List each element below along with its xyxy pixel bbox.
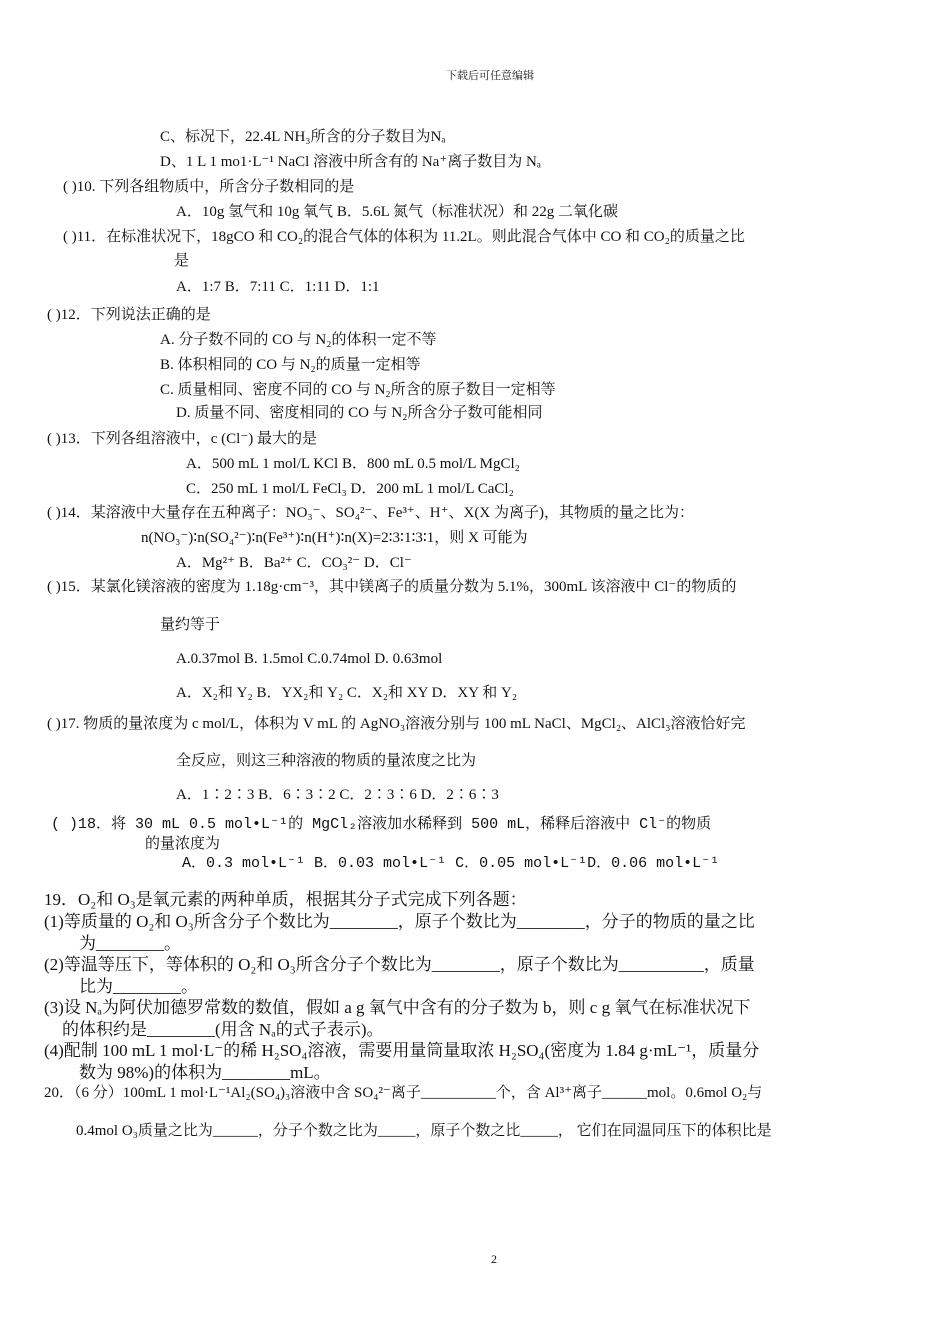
q19-part1: (1)等质量的 O₂和 O₃所含分子个数比为________，原子个数比为________，分子的物质的量之比: [44, 912, 755, 931]
q17-stem-cont: 全反应，则这三种溶液的物质的量浓度之比为: [176, 753, 477, 769]
q19-part2-cont: 比为________。: [79, 977, 198, 996]
q12-option-c: C. 质量相同、密度不同的 CO 与 N₂所含的原子数目一定相等: [160, 382, 556, 398]
q19-part4: (4)配制 100 mL 1 mol·L⁻的稀 H₂SO₄溶液，需要用量筒量取浓 H₂SO₄(密度为 1.84 g·mL⁻¹，质量分: [44, 1041, 760, 1060]
q11-options: A．1:7 B．7:11 C．1:11 D．1:1: [176, 279, 380, 295]
q20-stem-cont: 0.4mol O₃质量之比为______，分子个数之比为_____，原子个数之比_____， 它们在同温同压下的体积比是: [76, 1123, 772, 1139]
q9-option-c: C、标况下，22.4L NH₃所含的分子数目为Nₐ: [160, 129, 446, 145]
q19-part3: (3)设 Nₐ为阿伏加德罗常数的数值，假如 a g 氧气中含有的分子数为 b，则 c g 氧气在标准状况下: [44, 998, 751, 1017]
q19-part2: (2)等温等压下，等体积的 O₂和 O₃所含分子个数比为________，原子个数比为__________，质量: [44, 955, 755, 974]
q19-stem: 19．O₂和 O₃是氧元素的两种单质，根据其分子式完成下列各题：: [44, 890, 527, 909]
q13-stem: ( )13．下列各组溶液中，c (Cl⁻) 最大的是: [47, 431, 317, 447]
q18-stem-cont: 的量浓度为: [145, 836, 221, 853]
q10-options: A．10g 氢气和 10g 氧气 B．5.6L 氮气（标准状况）和 22g 二氧化碳: [176, 204, 618, 220]
q13-options-cd: C．250 mL 1 mol/L FeCl₃ D．200 mL 1 mol/L CaCl₂: [186, 481, 514, 497]
page-header: 下载后可任意编辑: [446, 70, 534, 82]
q12-option-b: B. 体积相同的 CO 与 N₂的质量一定相等: [160, 357, 421, 373]
q9-option-d: D、1 L 1 mo1·L⁻¹ NaCl 溶液中所含有的 Na⁺离子数目为 Nₐ: [160, 154, 541, 170]
q14-ratio: n(NO₃⁻)∶n(SO₄²⁻)∶n(Fe³⁺)∶n(H⁺)∶n(X)=2∶3∶1∶3∶1，则 X 可能为: [141, 530, 528, 546]
q18-stem: ( )18．将 30 mL 0.5 mol•L⁻¹的 MgCl₂溶液加水稀释到 500 mL，稀释后溶液中 Cl⁻的物质: [51, 816, 712, 833]
q13-options-ab: A．500 mL 1 mol/L KCl B．800 mL 0.5 mol/L MgCl₂: [186, 456, 520, 472]
page-number: 2: [491, 1252, 497, 1266]
q12-option-d: D. 质量不同、密度相同的 CO 与 N₂所含分子数可能相同: [176, 405, 543, 421]
q12-stem: ( )12．下列说法正确的是: [47, 307, 211, 323]
q16-options: A．X₂和 Y₂ B．YX₂和 Y₂ C．X₂和 XY D．XY 和 Y₂: [176, 685, 518, 701]
q12-option-a: A. 分子数不同的 CO 与 N₂的体积一定不等: [160, 332, 437, 348]
q15-options: A.0.37mol B. 1.5mol C.0.74mol D. 0.63mol: [176, 651, 443, 667]
q11-stem: ( )11．在标准状况下，18gCO 和 CO₂的混合气体的体积为 11.2L。则此混合气体中 CO 和 CO₂的质量之比: [63, 229, 745, 245]
q15-stem: ( )15．某氯化镁溶液的密度为 1.18g·cm⁻³，其中镁离子的质量分数为 5.1%，300mL 该溶液中 Cl⁻的物质的: [47, 579, 737, 595]
q19-part1-cont: 为________。: [79, 934, 181, 953]
q17-stem: ( )17. 物质的量浓度为 c mol/L，体积为 V mL 的 AgNO₃溶液分别与 100 mL NaCl、MgCl₂、AlCl₃溶液恰好完: [47, 716, 746, 732]
q15-stem-cont: 量约等于: [160, 617, 221, 633]
q20-stem: 20．（6 分）100mL 1 mol·L⁻¹Al₂(SO₄)₃溶液中含 SO₄²⁻离子__________个，含 Al³⁺离子______mol。0.6mol O₂与: [44, 1085, 763, 1101]
q19-part3-cont: 的体积约是________(用含 Nₐ的式子表示)。: [62, 1020, 384, 1039]
q14-stem: ( )14．某溶液中大量存在五种离子：NO₃⁻、SO₄²⁻、Fe³⁺、H⁺、X(X 为离子)，其物质的量之比为：: [47, 505, 694, 521]
q18-options: A．0.3 mol•L⁻¹ B．0.03 mol•L⁻¹ C．0.05 mol•L⁻¹D．0.06 mol•L⁻¹: [182, 855, 720, 872]
q17-options: A．1∶2∶3 B．6∶3∶2 C．2∶3∶6 D．2∶6∶3: [176, 787, 499, 803]
q10-stem: ( )10. 下列各组物质中，所含分子数相同的是: [63, 179, 355, 195]
q14-options: A．Mg²⁺ B．Ba²⁺ C．CO₃²⁻ D．Cl⁻: [176, 555, 412, 571]
q19-part4-cont: 数为 98%)的体积为________mL。: [79, 1063, 331, 1082]
q11-stem-cont: 是: [174, 253, 190, 269]
